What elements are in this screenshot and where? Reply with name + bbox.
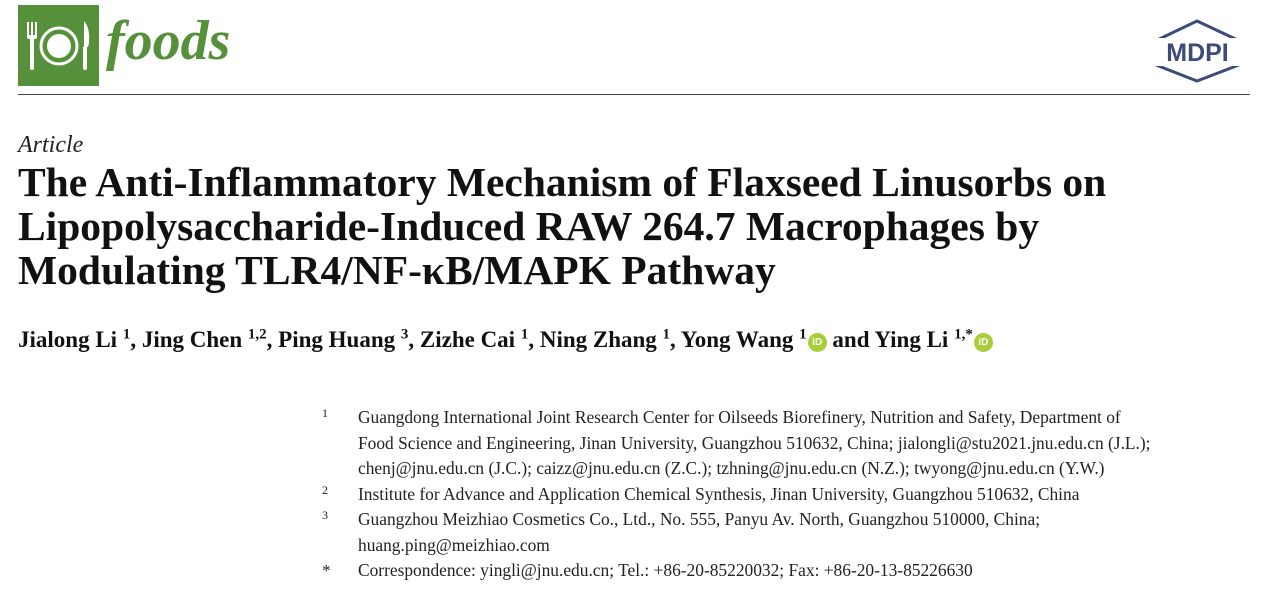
affiliation-line: chenj@jnu.edu.cn (J.C.); caizz@jnu.edu.cn (Z.C.); tzhning@jnu.edu.cn (N.Z.); twyong@jnu.edu.cn (Y.W.) — [358, 458, 1105, 478]
author-separator: , — [408, 327, 420, 352]
orcid-icon[interactable]: iD — [808, 333, 827, 352]
author-affiliation-marker: 1 — [662, 326, 671, 343]
mdpi-logo — [1147, 18, 1248, 84]
author-name: Zizhe Cai — [419, 327, 516, 352]
author-affiliation-marker: 3 — [400, 326, 409, 343]
author-affiliation-marker: 1,* — [954, 326, 973, 343]
author-name: Ping Huang — [278, 327, 396, 352]
affiliation-line: huang.ping@meizhiao.com — [358, 534, 550, 555]
journal-name: foods — [106, 10, 231, 72]
affiliation-line: Institute for Advance and Application Chemical Synthesis, Jinan University, Guangzhou 510632, China — [358, 483, 1080, 504]
affiliation-item — [322, 482, 1262, 508]
affiliation-line: Food Science and Engineering, Jinan University, Guangzhou 510632, China; jialongli@stu2021.jnu.edu.cn (J.L.); — [358, 432, 1151, 453]
author-affiliation-marker: 1 — [799, 326, 807, 343]
journal-logo — [18, 5, 99, 86]
author-name: Yong Wang — [680, 327, 794, 352]
mdpi-logo-text: MDPI — [1166, 39, 1229, 67]
orcid-icon[interactable]: iD — [974, 333, 993, 352]
affiliation-number: 2 — [322, 482, 328, 497]
title-line: The Anti-Inflammatory Mechanism of Flaxseed Linusorbs on — [18, 159, 1107, 205]
author-separator: , — [266, 327, 279, 352]
title-line: Lipopolysaccharide-Induced RAW 264.7 Macrophages by — [18, 203, 1040, 249]
author-affiliation-marker: 1 — [122, 326, 131, 343]
affiliation-line: Guangzhou Meizhiao Cosmetics Co., Ltd., No. 555, Panyu Av. North, Guangzhou 510000, China; — [358, 509, 1041, 529]
article-title — [18, 160, 1258, 292]
author-name: Ning Zhang — [539, 327, 657, 352]
affiliation-number: * — [322, 561, 331, 580]
author-name: Ying Li — [874, 327, 949, 352]
title-line: Modulating TLR4/NF-κB/MAPK Pathway — [18, 247, 776, 293]
affiliation-item — [322, 558, 1262, 584]
author-separator: , — [528, 327, 540, 352]
author-separator: and — [826, 327, 875, 352]
header-divider — [18, 94, 1250, 95]
author-name: Jing Chen — [141, 327, 243, 352]
author-affiliation-marker: 1,2 — [247, 326, 267, 343]
author-separator: , — [130, 327, 142, 352]
affiliation-line: Correspondence: yingli@jnu.edu.cn; Tel.: +86-20-85220032; Fax: +86-20-13-85226630 — [358, 560, 973, 580]
article-type: Article — [18, 132, 84, 158]
affiliation-line: Guangdong International Joint Research Center for Oilseeds Biorefinery, Nutrition and Safety, Department of — [358, 407, 1121, 427]
affiliation-number: 1 — [322, 406, 328, 420]
plate-fork-knife-icon — [18, 5, 99, 86]
affiliation-item — [322, 507, 1262, 558]
author-affiliation-marker: 1 — [520, 326, 529, 343]
affiliation-item — [322, 405, 1262, 482]
author-name: Jialong Li — [18, 327, 118, 352]
author-list — [18, 322, 993, 358]
affiliations — [322, 405, 1262, 584]
affiliation-number: 3 — [322, 508, 328, 522]
author-separator: , — [670, 327, 681, 352]
